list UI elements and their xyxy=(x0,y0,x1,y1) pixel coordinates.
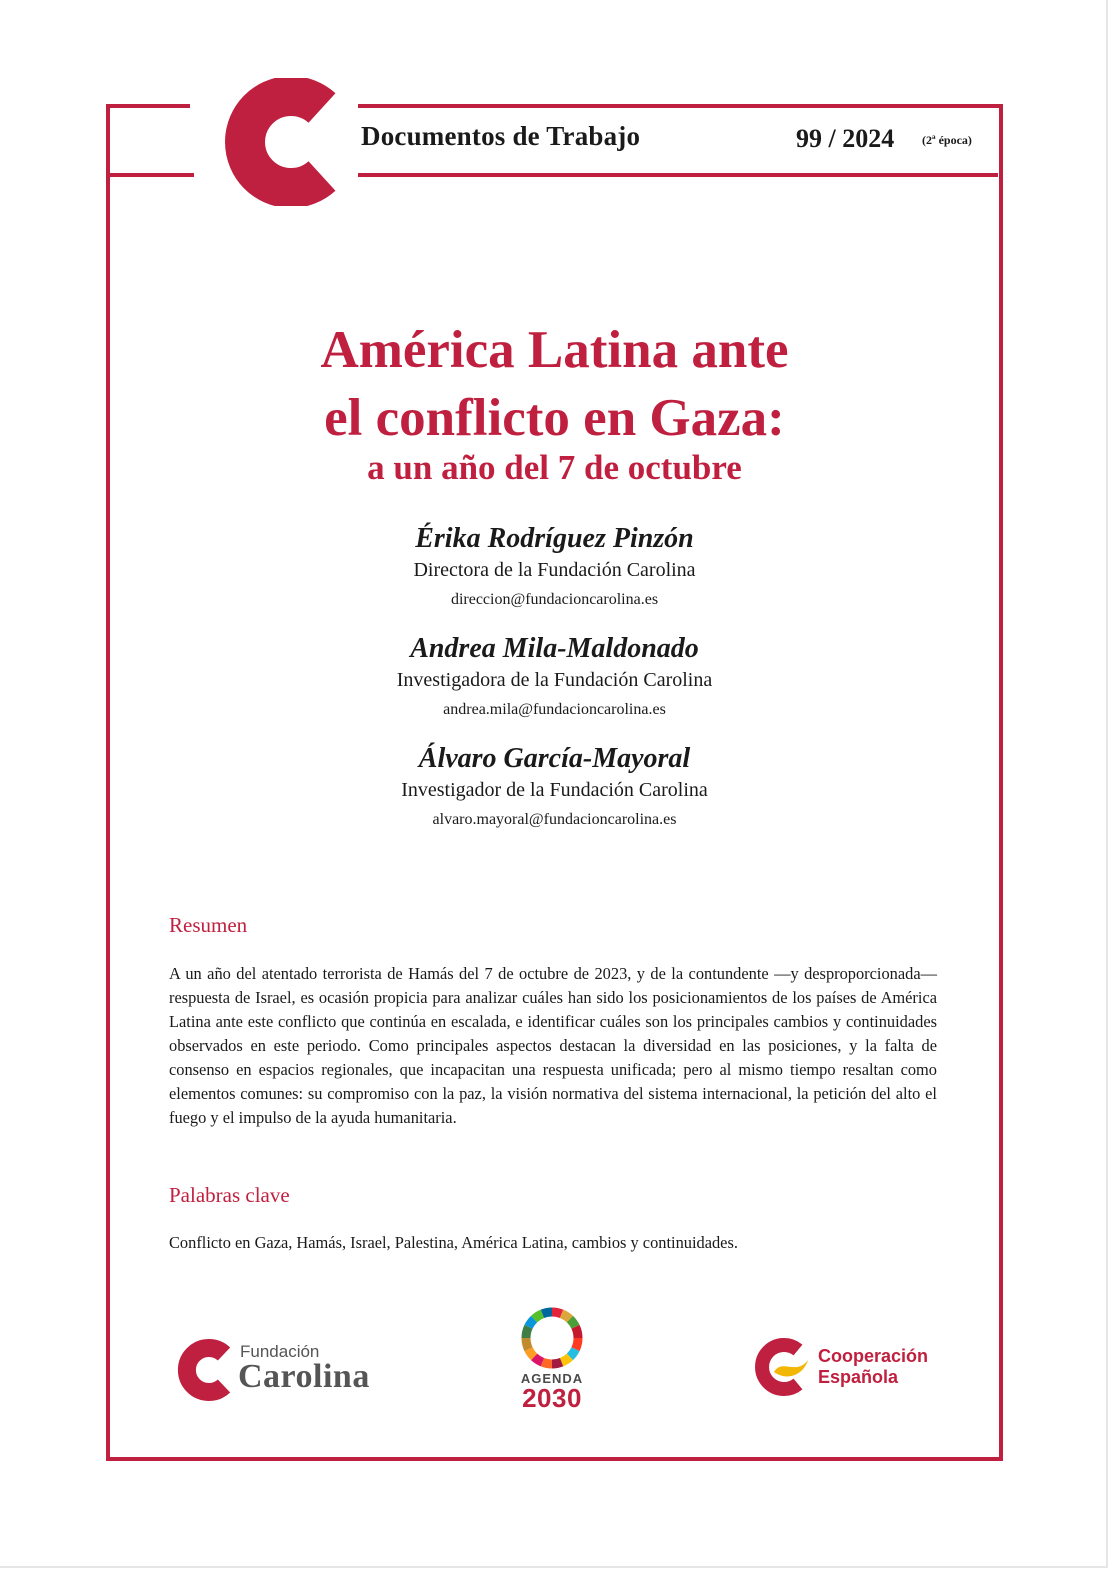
author-email: direccion@fundacioncarolina.es xyxy=(450,591,659,608)
author-block xyxy=(106,522,1003,614)
author-email: andrea.mila@fundacioncarolina.es xyxy=(443,701,666,718)
keywords-heading: Palabras clave xyxy=(169,1183,290,1207)
author-name: Andrea Mila-Maldonado xyxy=(410,633,699,664)
author-role: Directora de la Fundación Carolina xyxy=(413,559,696,581)
cooperacion-label: Cooperación xyxy=(818,1346,929,1366)
document-era: (2ª época) xyxy=(922,133,972,147)
author-block xyxy=(106,742,1003,834)
header-rule-right xyxy=(358,173,998,177)
fundacion-label: Fundación xyxy=(240,1342,320,1361)
author-block xyxy=(106,632,1003,724)
author-name: Álvaro García-Mayoral xyxy=(418,743,691,774)
sdg-wheel-icon xyxy=(521,1307,583,1369)
cooperacion-espanola-logo-icon xyxy=(752,1336,810,1398)
document-number: 99 / 2024 xyxy=(796,124,895,153)
title-line-1: América Latina ante xyxy=(320,321,789,379)
carolina-label: Carolina xyxy=(238,1358,370,1395)
author-role: Investigador de la Fundación Carolina xyxy=(401,779,708,801)
title-line-2: el conflicto en Gaza: xyxy=(324,389,785,447)
fundacion-carolina-logo-icon xyxy=(174,1337,234,1403)
subtitle: a un año del 7 de octubre xyxy=(367,448,742,487)
header-rule-left xyxy=(108,173,194,177)
author-email: alvaro.mayoral@fundacioncarolina.es xyxy=(432,811,677,828)
abstract-heading: Resumen xyxy=(169,913,248,937)
author-name: Érika Rodríguez Pinzón xyxy=(415,523,694,554)
keywords-text: Conflicto en Gaza, Hamás, Israel, Palestina, América Latina, cambios y continuidades. xyxy=(169,1233,738,1252)
abstract-text: A un año del atentado terrorista de Hamás del 7 de octubre de 2023, y de la contundente —y desproporcionada— respuesta de Israel, es ocasión propicia para analizar cuáles han sido los posicionamientos de los países de América Latina ante este conflicto que continúa en escalada, e identificar cuáles son los principales cambios y continuidades observados en este periodo. Como principales aspectos destacan la diversidad en las posiciones, y la falta de consenso en espacios regionales, que incapacitan una respuesta unificada; pero al mismo tiempo resaltan como elementos comunes: su compromiso con la paz, la visión normativa del sistema internacional, la petición del alto el fuego y el impulso de la ayuda humanitaria. xyxy=(169,964,937,1127)
series-title: Documentos de Trabajo xyxy=(361,121,641,151)
agenda-year: 2030 xyxy=(522,1383,582,1413)
author-role: Investigadora de la Fundación Carolina xyxy=(396,669,713,691)
fundacion-carolina-c-icon xyxy=(222,78,340,206)
espanola-label: Española xyxy=(818,1367,899,1387)
agenda-label: AGENDA xyxy=(520,1371,584,1386)
